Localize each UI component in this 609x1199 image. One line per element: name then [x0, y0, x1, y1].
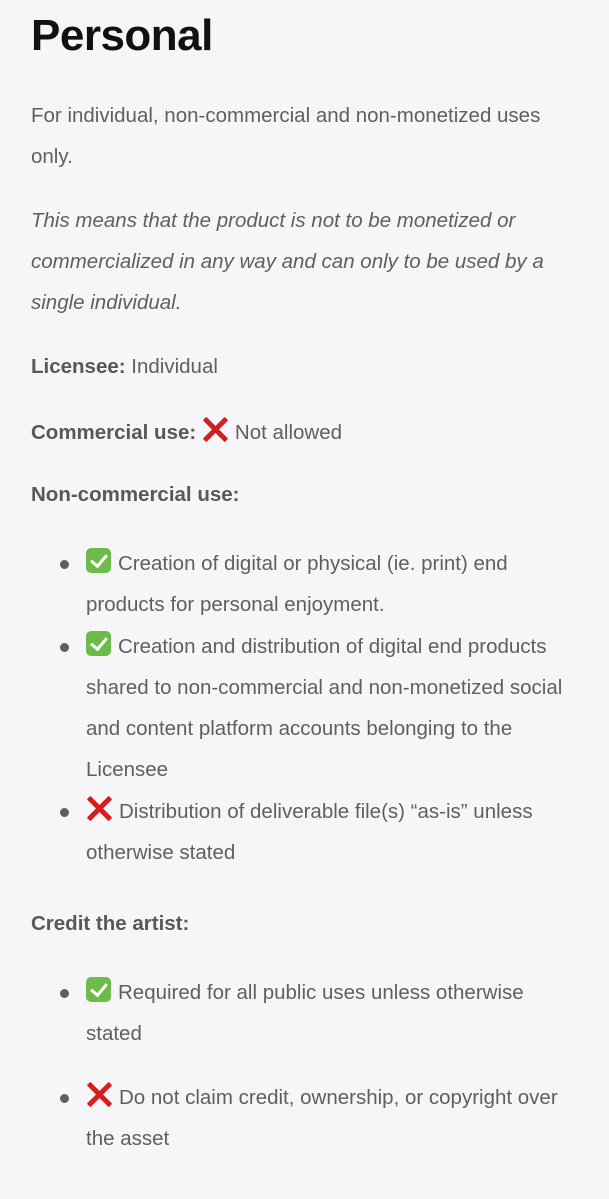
- commercial-use-row: Commercial use: Not allowed: [31, 416, 342, 448]
- bullet-icon: [60, 808, 69, 817]
- cross-mark-icon: [202, 416, 228, 442]
- licensee-label: Licensee: [31, 355, 119, 378]
- list-item: [86, 791, 571, 873]
- tier-note: This means that the product is not to be monetized or commercialized in any way and can only to be used by a single individual.: [31, 209, 544, 314]
- bullet-icon: [60, 560, 69, 569]
- bullet-icon: [60, 1094, 69, 1103]
- list-item-text: Distribution of deliverable file(s) “as-is” unless otherwise stated: [86, 800, 533, 864]
- licensee-value: Individual: [131, 355, 218, 378]
- list-item: [86, 1077, 571, 1159]
- list-item-text: Required for all public uses unless otherwise stated: [86, 981, 524, 1045]
- page-title: Personal: [31, 11, 213, 60]
- tier-description: For individual, non-commercial and non-monetized uses only.: [31, 104, 541, 168]
- check-mark-icon: [86, 631, 111, 656]
- list-item-text: Creation and distribution of digital end products shared to non-commercial and non-monetized social and content platform accounts belonging to the Licensee: [86, 635, 563, 781]
- list-item-text: Do not claim credit, ownership, or copyright over the asset: [86, 1086, 558, 1150]
- non-commercial-heading: Non-commercial use:: [31, 483, 240, 506]
- bullet-icon: [60, 643, 69, 652]
- bullet-icon: [60, 989, 69, 998]
- list-item: [86, 543, 571, 625]
- list-item: [86, 972, 571, 1054]
- check-mark-icon: [86, 977, 111, 1002]
- licensee-row: Licensee: Individual: [31, 355, 218, 378]
- cross-mark-icon: [86, 795, 112, 821]
- commercial-use-value: Not allowed: [234, 421, 343, 444]
- credit-heading: Credit the artist:: [31, 912, 190, 935]
- cross-mark-icon: [86, 1081, 112, 1107]
- commercial-use-label: Commercial use: [31, 421, 190, 444]
- check-mark-icon: [86, 548, 111, 573]
- list-item-text: Creation of digital or physical (ie. print) end products for personal enjoyment.: [86, 552, 508, 616]
- list-item: [86, 626, 571, 790]
